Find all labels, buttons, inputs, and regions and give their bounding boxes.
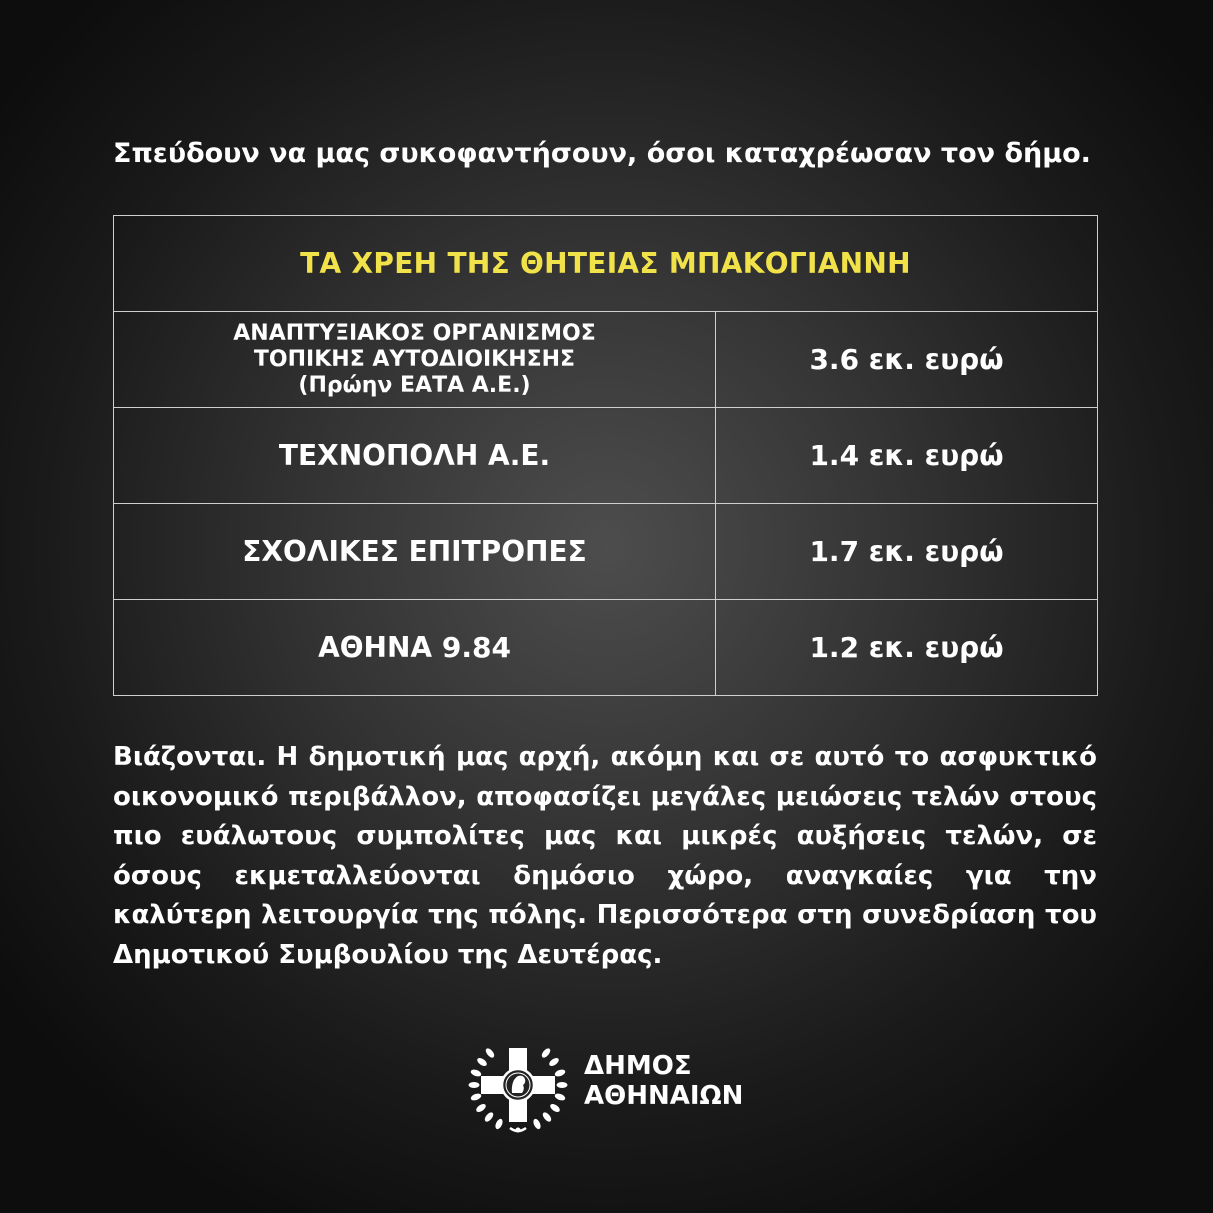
- amount-cell: 1.4 εκ. ευρώ: [716, 408, 1098, 504]
- table-row: [114, 504, 1098, 600]
- entity-line: ΤΟΠΙΚΗΣ ΑΥΤΟΔΙΟΙΚΗΣΗΣ: [253, 346, 576, 372]
- entity-cell: [114, 408, 716, 504]
- debt-table: [113, 215, 1098, 696]
- amount-cell: 1.7 εκ. ευρώ: [716, 504, 1098, 600]
- table-row: [114, 408, 1098, 504]
- table-row: [114, 600, 1098, 696]
- entity-line: ΑΝΑΠΤΥΞΙΑΚΟΣ ΟΡΓΑΝΙΣΜΟΣ: [233, 320, 596, 346]
- entity-line: ΤΕΧΝΟΠΟΛΗ Α.Ε.: [278, 439, 551, 472]
- entity-cell: [114, 312, 716, 408]
- municipality-logo: [468, 1035, 758, 1135]
- body-paragraph: Βιάζονται. Η δημοτική μας αρχή, ακόμη και σε αυτό το ασφυκτικό οικονομικό περιβάλλον, αποφασίζει μεγάλες μειώσεις τελών στους πιο ευάλωτους συμπολίτες μας και μικρές αυξήσεις τελών, σε όσους εκμεταλλεύονται δημόσιο χώρο, αναγκαίες για την καλύτερη λειτουργία της πόλης. Περισσότερα στη συνεδρίαση του Δημοτικού Συμβουλίου της Δευτέρας.: [113, 742, 1097, 970]
- entity-line: (Πρώην ΕΑΤΑ Α.Ε.): [298, 372, 531, 398]
- entity-cell: [114, 600, 716, 696]
- table-title: ΤΑ ΧΡΕΗ ΤΗΣ ΘΗΤΕΙΑΣ ΜΠΑΚΟΓΙΑΝΝΗ: [114, 216, 1098, 312]
- amount-cell: 1.2 εκ. ευρώ: [716, 600, 1098, 696]
- amount-cell: 3.6 εκ. ευρώ: [716, 312, 1098, 408]
- entity-cell: [114, 504, 716, 600]
- table-row: [114, 312, 1098, 408]
- logo-line-2: ΑΘΗΝΑΙΩΝ: [584, 1081, 744, 1111]
- laurel-cross-emblem-icon: [468, 1035, 568, 1135]
- logo-line-1: ΔΗΜΟΣ: [584, 1051, 692, 1081]
- entity-line: ΑΘΗΝΑ 9.84: [318, 631, 511, 664]
- headline: Σπεύδουν να μας συκοφαντήσουν, όσοι καταχρέωσαν τον δήμο.: [113, 138, 1091, 169]
- entity-line: ΣΧΟΛΙΚΕΣ ΕΠΙΤΡΟΠΕΣ: [242, 535, 587, 568]
- logo-text: [584, 1051, 743, 1111]
- table-title-row: [114, 216, 1098, 312]
